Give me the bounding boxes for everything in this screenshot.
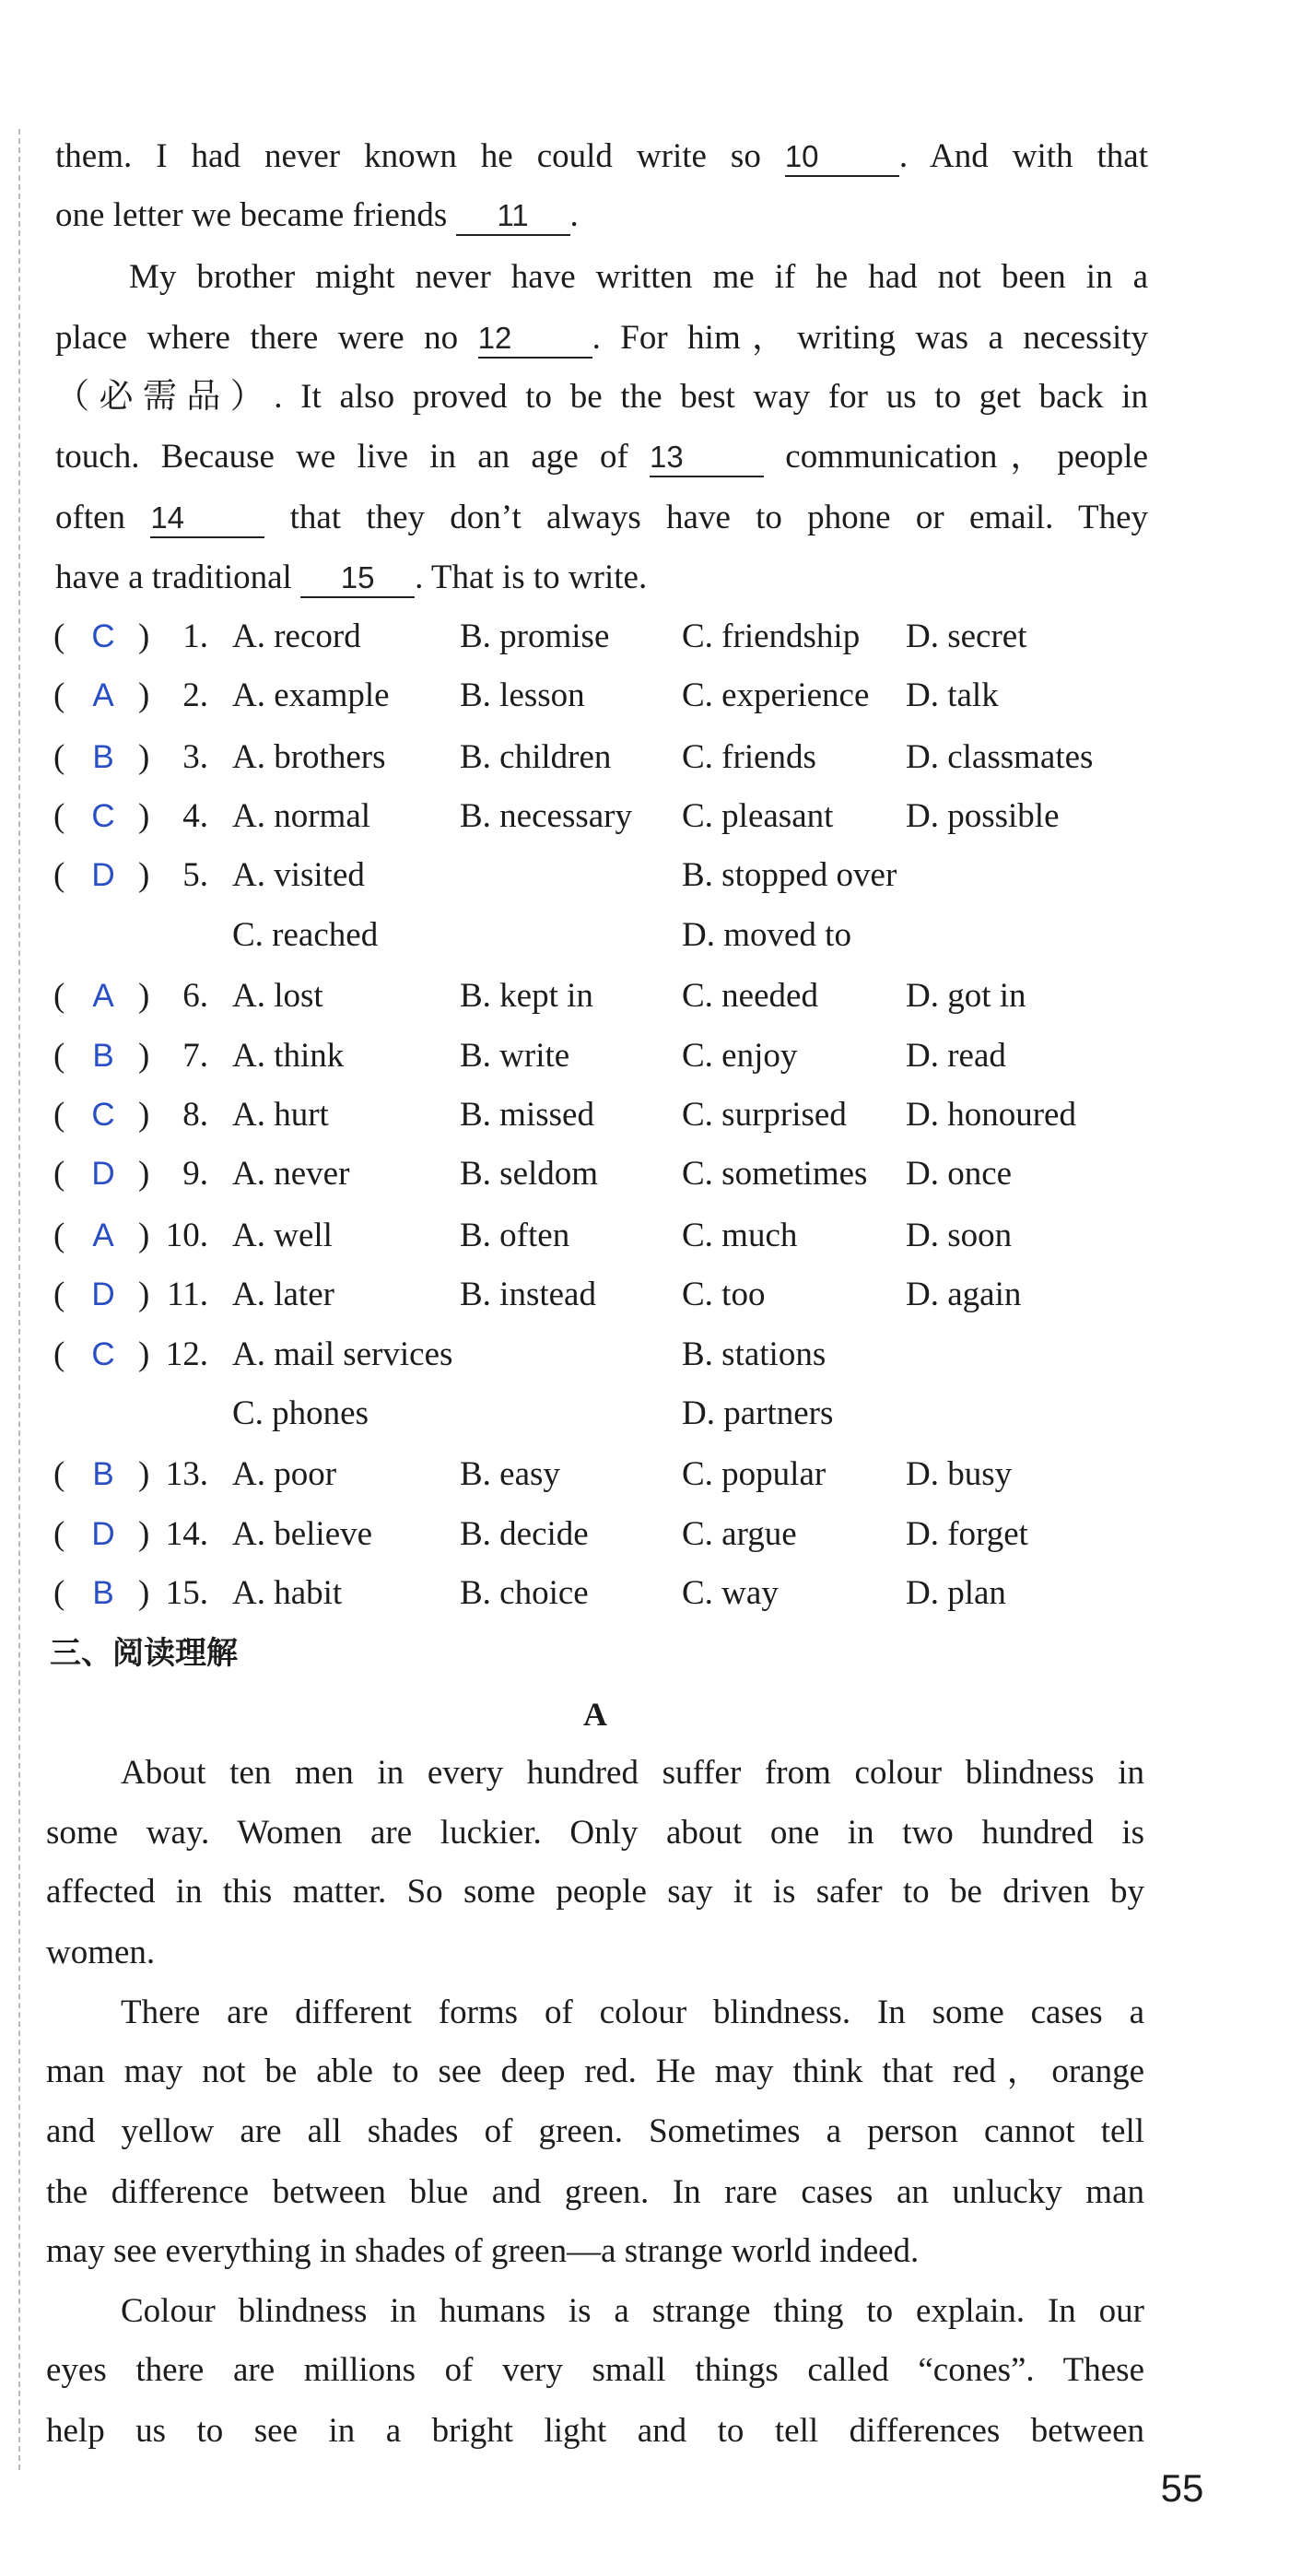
option-a: A. visited	[232, 856, 365, 894]
bracket-close: )	[138, 1037, 150, 1075]
question-row-5-continued	[0, 906, 1313, 965]
answer-letter: D	[91, 1276, 115, 1312]
cloze-line-4	[55, 309, 1148, 368]
cloze-blank-15: 15	[300, 559, 415, 598]
bracket-close: )	[138, 1335, 150, 1373]
question-row-3	[0, 728, 1313, 787]
option-c: C. too	[682, 1276, 766, 1313]
option-b: B. write	[460, 1037, 570, 1075]
cloze-line-7	[55, 488, 1148, 547]
question-row-4	[0, 787, 1313, 846]
question-row-13	[0, 1445, 1313, 1504]
option-b: B. easy	[460, 1455, 560, 1493]
question-number: 13.	[165, 1455, 208, 1493]
bracket-close: )	[138, 1574, 150, 1612]
cloze-text: communication，people	[785, 438, 1149, 476]
option-b: B. necessary	[460, 797, 632, 835]
cloze-text: My brother might never have written me if he had not been in a	[129, 258, 1148, 296]
question-number: 10.	[165, 1217, 208, 1254]
option-c: C. argue	[682, 1515, 797, 1553]
cloze-line-2	[55, 186, 1148, 245]
option-b: B. choice	[460, 1574, 589, 1612]
option-c: C. phones	[232, 1394, 369, 1432]
reading-line-3: affected in this matter. So some people say it is safer to be driven by	[46, 1873, 1144, 1911]
option-d: D. busy	[906, 1455, 1013, 1493]
question-number: 4.	[182, 797, 208, 835]
bracket-close: )	[138, 797, 150, 835]
answer-letter: B	[92, 739, 114, 775]
cloze-line-5	[55, 368, 1148, 427]
option-d: D. moved to	[682, 916, 851, 954]
option-c: C. experience	[682, 676, 870, 714]
option-a: A. lost	[232, 977, 323, 1015]
reading-line-12: help us to see in a bright light and to tell differences between	[46, 2412, 1144, 2450]
bracket-open: (	[53, 676, 65, 714]
bracket-close: )	[138, 856, 150, 894]
option-d: D. once	[906, 1155, 1013, 1193]
answer-letter: A	[92, 1217, 114, 1253]
bracket-open: (	[53, 1335, 65, 1373]
bracket-close: )	[138, 1217, 150, 1254]
option-a: A. never	[232, 1155, 350, 1193]
section-heading: 三、阅读理解	[50, 1635, 238, 1672]
reading-line-1: About ten men in every hundred suffer from colour blindness in	[121, 1754, 1144, 1792]
option-b: B. seldom	[460, 1155, 599, 1193]
cloze-text: one letter we became friends	[55, 196, 448, 234]
option-a: A. brothers	[232, 738, 386, 776]
cloze-blank-11: 11	[456, 197, 570, 236]
cloze-text: them. I had never known he could write so	[55, 137, 761, 175]
bracket-open: (	[53, 1037, 65, 1075]
reading-line-11: eyes there are millions of very small things called “cones”. These	[46, 2351, 1144, 2389]
option-a: A. example	[232, 676, 390, 714]
bracket-open: (	[53, 977, 65, 1015]
bracket-open: (	[53, 1217, 65, 1254]
bracket-open: (	[53, 1574, 65, 1612]
question-row-14	[0, 1505, 1313, 1564]
question-number: 3.	[182, 738, 208, 776]
bracket-close: )	[138, 1515, 150, 1553]
option-a: A. mail services	[232, 1335, 453, 1373]
option-b: B. stopped over	[682, 856, 897, 894]
question-number: 15.	[165, 1574, 208, 1612]
option-d: D. soon	[906, 1217, 1013, 1254]
option-d: D. read	[906, 1037, 1006, 1075]
question-number: 7.	[182, 1037, 208, 1075]
option-d: D. forget	[906, 1515, 1028, 1553]
passage-title: A	[583, 1696, 607, 1733]
bracket-close: )	[138, 1096, 150, 1134]
question-number: 2.	[182, 676, 208, 714]
page-number: 55	[1160, 2466, 1204, 2510]
bracket-close: )	[138, 977, 150, 1015]
bracket-open: (	[53, 738, 65, 776]
option-c: C. sometimes	[682, 1155, 868, 1193]
option-d: D. got in	[906, 977, 1026, 1015]
option-d: D. possible	[906, 797, 1060, 835]
answer-letter: C	[91, 618, 115, 654]
cloze-line-3	[129, 248, 1148, 307]
answer-letter: A	[92, 978, 114, 1014]
reading-line-2: some way. Women are luckier. Only about one in two hundred is	[46, 1814, 1144, 1852]
bracket-close: )	[138, 1276, 150, 1313]
cloze-line-8	[55, 548, 1148, 607]
reading-line-9: may see everything in shades of green—a strange world indeed.	[46, 2232, 920, 2270]
question-row-12-continued	[0, 1384, 1313, 1443]
option-c: C. popular	[682, 1455, 826, 1493]
option-b: B. often	[460, 1217, 570, 1254]
question-row-1	[0, 607, 1313, 666]
bracket-open: (	[53, 797, 65, 835]
option-a: A. record	[232, 618, 361, 655]
question-number: 1.	[182, 618, 208, 655]
reading-line-4: women.	[46, 1934, 156, 1971]
option-d: D. partners	[682, 1394, 834, 1432]
bracket-open: (	[53, 1276, 65, 1313]
bracket-close: )	[138, 1455, 150, 1493]
question-row-6	[0, 967, 1313, 1026]
option-b: B. lesson	[460, 676, 585, 714]
question-row-9	[0, 1145, 1313, 1204]
cloze-text: have a traditional	[55, 559, 292, 596]
option-a: A. believe	[232, 1515, 373, 1553]
reading-line-8: the difference between blue and green. In rare cases an unlucky man	[46, 2173, 1144, 2211]
option-b: B. missed	[460, 1096, 594, 1134]
answer-letter: A	[92, 677, 114, 713]
question-row-10	[0, 1206, 1313, 1265]
question-number: 8.	[182, 1096, 208, 1134]
cloze-text: place where there were no	[55, 319, 459, 357]
option-a: A. hurt	[232, 1096, 329, 1134]
cloze-text: touch. Because we live in an age of	[55, 438, 628, 476]
cloze-text: . And with that	[898, 137, 1148, 175]
option-d: D. again	[906, 1276, 1022, 1313]
cloze-blank-10: 10	[785, 138, 899, 177]
option-a: A. habit	[232, 1574, 343, 1612]
option-c: C. needed	[682, 977, 818, 1015]
cloze-text: often	[55, 499, 126, 536]
bracket-open: (	[53, 1155, 65, 1193]
option-d: D. classmates	[906, 738, 1094, 776]
bracket-open: (	[53, 1096, 65, 1134]
option-b: B. kept in	[460, 977, 593, 1015]
option-b: B. instead	[460, 1276, 596, 1313]
bracket-close: )	[138, 618, 150, 655]
answer-letter: C	[91, 1097, 115, 1133]
question-row-12	[0, 1325, 1313, 1384]
answer-letter: C	[91, 1336, 115, 1372]
cloze-text: that they don’t always have to phone or email. They	[289, 499, 1149, 536]
option-c: C. reached	[232, 916, 379, 954]
reading-line-6: man may not be able to see deep red. He may think that red，orange	[46, 2053, 1144, 2090]
option-c: C. much	[682, 1217, 798, 1254]
bracket-close: )	[138, 1155, 150, 1193]
cloze-blank-12: 12	[478, 320, 592, 359]
option-d: D. plan	[906, 1574, 1006, 1612]
reading-line-7: and yellow are all shades of green. Sometimes a person cannot tell	[46, 2112, 1144, 2150]
cloze-text: （必需品）. It also proved to be the best way for us to get back in	[55, 378, 1148, 416]
option-c: C. friendship	[682, 618, 861, 655]
question-number: 14.	[165, 1515, 208, 1553]
question-number: 5.	[182, 856, 208, 894]
option-d: D. honoured	[906, 1096, 1076, 1134]
answer-letter: B	[92, 1575, 114, 1611]
option-b: B. stations	[682, 1335, 826, 1373]
option-b: B. decide	[460, 1515, 589, 1553]
option-c: C. enjoy	[682, 1037, 798, 1075]
option-c: C. friends	[682, 738, 816, 776]
question-row-11	[0, 1265, 1313, 1324]
cloze-line-6	[55, 428, 1148, 487]
bracket-close: )	[138, 738, 150, 776]
answer-letter: C	[91, 798, 115, 834]
option-a: A. well	[232, 1217, 333, 1254]
bracket-open: (	[53, 1455, 65, 1493]
reading-line-10: Colour blindness in humans is a strange thing to explain. In our	[121, 2292, 1144, 2330]
option-d: D. talk	[906, 676, 999, 714]
question-number: 12.	[165, 1335, 208, 1373]
question-number: 9.	[182, 1155, 208, 1193]
bracket-open: (	[53, 618, 65, 655]
question-row-15	[0, 1564, 1313, 1623]
cloze-blank-13: 13	[650, 439, 764, 477]
answer-letter: D	[91, 1516, 115, 1552]
cloze-text: . For him，writing was a necessity	[592, 319, 1149, 357]
option-a: A. poor	[232, 1455, 337, 1493]
answer-letter: D	[91, 857, 115, 893]
question-number: 11.	[167, 1276, 208, 1313]
bracket-open: (	[53, 856, 65, 894]
cloze-text: . That is to write.	[415, 559, 648, 596]
answer-letter: B	[92, 1038, 114, 1074]
option-a: A. later	[232, 1276, 334, 1313]
cloze-text: .	[569, 196, 579, 234]
question-row-5	[0, 846, 1313, 905]
bracket-open: (	[53, 1515, 65, 1553]
question-row-2	[0, 666, 1313, 725]
option-a: A. think	[232, 1037, 345, 1075]
option-c: C. way	[682, 1574, 779, 1612]
option-d: D. secret	[906, 618, 1027, 655]
answer-letter: D	[91, 1156, 115, 1192]
question-number: 6.	[182, 977, 208, 1015]
question-row-7	[0, 1027, 1313, 1086]
reading-line-5: There are different forms of colour blindness. In some cases a	[121, 1994, 1144, 2031]
option-c: C. pleasant	[682, 797, 834, 835]
option-b: B. promise	[460, 618, 610, 655]
option-b: B. children	[460, 738, 612, 776]
option-a: A. normal	[232, 797, 371, 835]
cloze-line-1	[55, 127, 1148, 186]
answer-letter: B	[92, 1456, 114, 1492]
cloze-blank-14: 14	[150, 500, 264, 538]
bracket-close: )	[138, 676, 150, 714]
question-row-8	[0, 1086, 1313, 1145]
option-c: C. surprised	[682, 1096, 847, 1134]
